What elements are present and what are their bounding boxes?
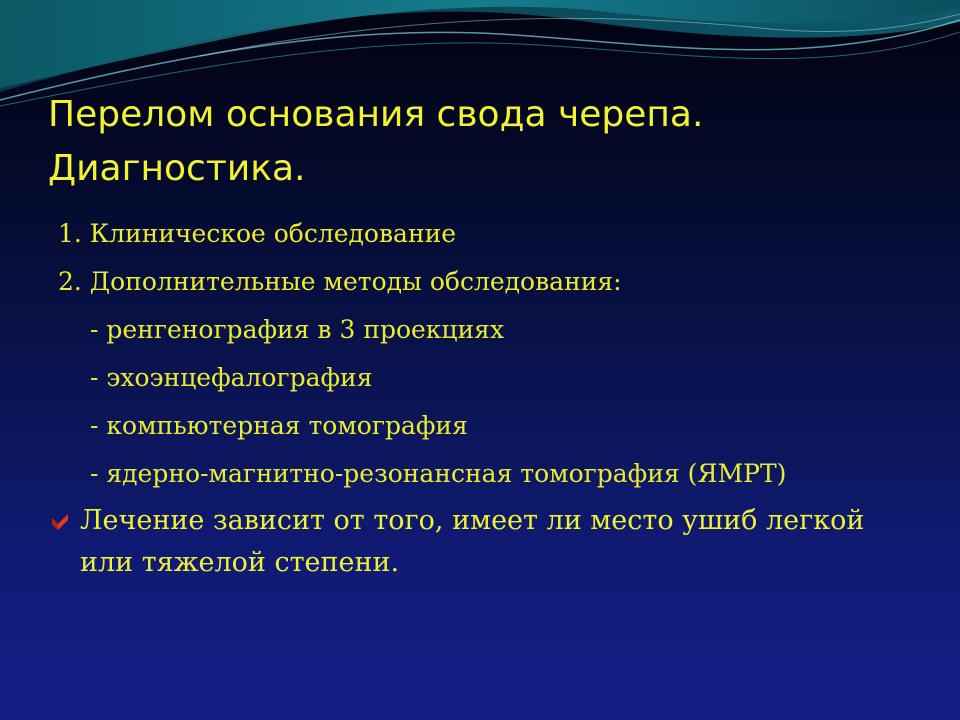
slide-body [50,210,910,584]
list-item-clinical-exam: 1. Клиническое обследование [58,219,457,248]
slide-title [48,88,908,196]
checkmark-arrow-icon [50,512,70,532]
title-line-1: Перелом основания свода черепа. [48,94,704,135]
bullet-treatment-text: Лечение зависит от того, имеет ли место ушиб легкой или тяжелой степени. [80,505,865,578]
sub-item-echoencephalography: - эхоэнцефалография [90,363,373,392]
sub-item-ct: - компьютерная томография [90,411,468,440]
sub-item-radiography: - ренгенография в 3 проекциях [90,315,505,344]
list-item-additional-methods: 2. Дополнительные методы обследования: [58,267,622,296]
title-line-2: Диагностика. [48,148,306,189]
wave-band-front [0,0,960,88]
bullet-treatment [50,500,910,584]
sub-item-mri: - ядерно-магнитно-резонансная томография (ЯМРТ) [90,459,787,488]
